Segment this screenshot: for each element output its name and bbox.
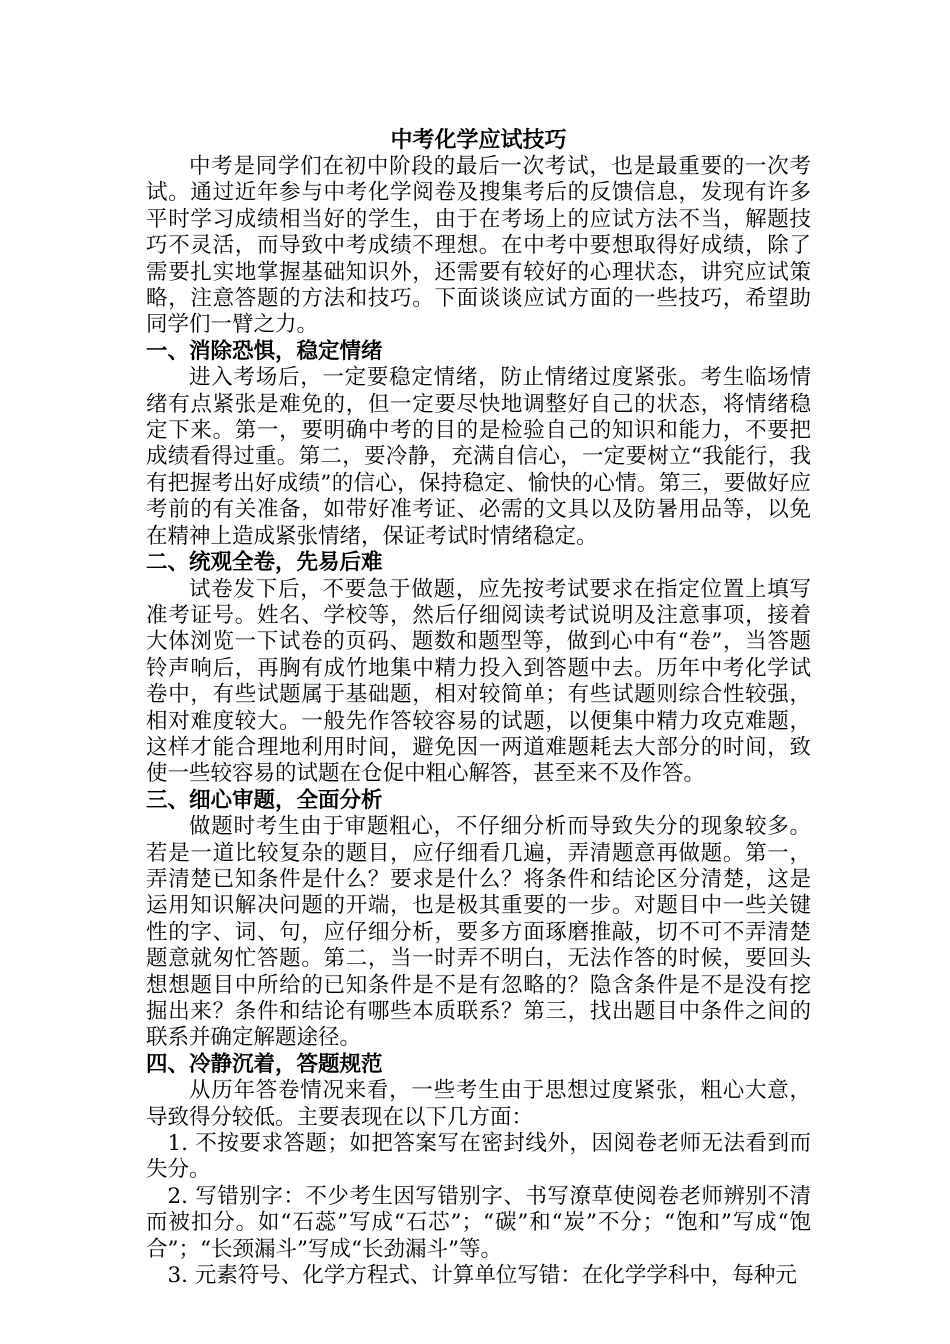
section-body-1: 进入考场后，一定要稳定情绪，防止情绪过度紧张。考生临场情绪有点紧张是难免的，但一定要尽快地调整好自己的状态，将情绪稳定下来。第一，要明确中考的目的是检验自己的知识和能力，不要把成绩看得过重。第二，要冷静，充满自信心，一定要树立“我能行，我有把握考出好成绩”的信心，保持稳定、愉快的心情。第三，要做好应考前的有关准备，如带好准考证、必需的文具以及防暑用品等，以免在精神上造成紧张情绪，保证考试时情绪稳定。 — [146, 365, 811, 549]
section-heading-4: 四、冷静沉着，答题规范 — [146, 1051, 383, 1077]
document-title: 中考化学应试技巧 — [390, 127, 567, 153]
section-heading-3: 三、细心审题，全面分析 — [146, 787, 383, 813]
section-heading-1: 一、消除恐惧，稳定情绪 — [146, 338, 383, 364]
section-heading-2: 二、统观全卷，先易后难 — [146, 550, 383, 576]
list-item-2: 2. 写错别字：不少考生因写错别字、书写潦草使阅卷老师辨别不清而被扣分。如“石蕊”写成“石芯”；“碳”和“炭”不分；“饱和”写成“饱合”；“长颈漏斗”写成“长劲漏斗”等。 — [146, 1183, 811, 1262]
document-page — [146, 118, 811, 1289]
intro-paragraph: 中考是同学们在初中阶段的最后一次考试，也是最重要的一次考试。通过近年参与中考化学阅卷及搜集考后的反馈信息，发现有许多平时学习成绩相当好的学生，由于在考场上的应试方法不当，解题技巧不灵活，而导致中考成绩不理想。在中考中要想取得好成绩，除了需要扎实地掌握基础知识外，还需要有较好的心理状态，讲究应试策略，注意答题的方法和技巧。下面谈谈应试方面的一些技巧，希望助同学们一臂之力。 — [146, 154, 811, 338]
section-body-4: 从历年答卷情况来看，一些考生由于思想过度紧张，粗心大意，导致得分较低。主要表现在以下几方面： — [146, 1078, 811, 1130]
list-item-1: 1. 不按要求答题；如把答案写在密封线外，因阅卷老师无法看到而失分。 — [146, 1131, 811, 1183]
section-body-3: 做题时考生由于审题粗心，不仔细分析而导致失分的现象较多。若是一道比较复杂的题目，应仔细看几遍，弄清题意再做题。第一，弄清楚已知条件是什么？要求是什么？将条件和结论区分清楚，这是运用知识解决问题的开端，也是极其重要的一步。对题目中一些关键性的字、词、句，应仔细分析，要多方面琢磨推敲，切不可不弄清楚题意就匆忙答题。第二，当一时弄不明白，无法作答的时候，要回头想想题目中所给的已知条件是不是有忽略的？隐含条件是不是没有挖掘出来？条件和结论有哪些本质联系？第三，找出题目中条件之间的联系并确定解题途径。 — [146, 814, 811, 1051]
list-item-3: 3. 元素符号、化学方程式、计算单位写错：在化学学科中，每种元 — [167, 1263, 797, 1289]
section-body-2: 试卷发下后，不要急于做题，应先按考试要求在指定位置上填写准考证号。姓名、学校等，然后仔细阅读考试说明及注意事项，接着大体浏览一下试卷的页码、题数和题型等，做到心中有“卷”，当答题铃声响后，再胸有成竹地集中精力投入到答题中去。历年中考化学试卷中，有些试题属于基础题，相对较简单；有些试题则综合性较强，相对难度较大。一般先作答较容易的试题，以便集中精力攻克难题，这样才能合理地利用时间，避免因一两道难题耗去大部分的时间，致使一些较容易的试题在仓促中粗心解答，甚至来不及作答。 — [146, 576, 811, 787]
